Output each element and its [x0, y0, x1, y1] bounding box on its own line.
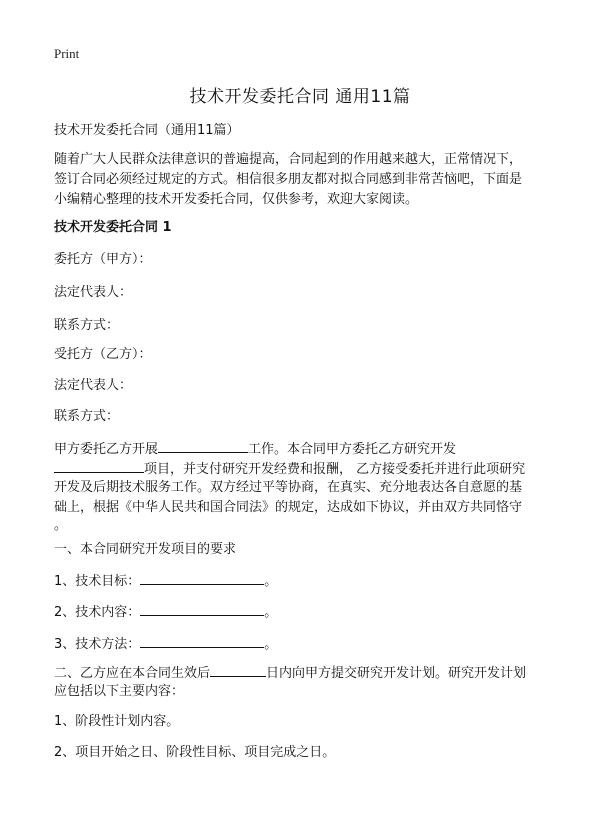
- section-1-heading: 技术开发委托合同 1: [54, 220, 172, 235]
- clause-text-a2: 工作。本合同甲方委托乙方研究开发: [248, 442, 457, 457]
- client-field-label: 委托方（甲方）：: [54, 252, 152, 267]
- clause-line-4: 础上，根据《中华人民共和国合同法》的规定，达成如下协议，并由双方共同恪守: [54, 500, 523, 515]
- clause-text-b1: 项目，并支付研究开发经费和报酬， 乙方接受委托并进行此项研究: [144, 462, 526, 477]
- contractor-contact-label: 联系方式：: [54, 409, 120, 424]
- req-tech-goal-label: 1、技术目标：: [54, 574, 141, 589]
- client-rep-label: 法定代表人：: [54, 285, 133, 300]
- plan-item-2: 2、项目开始之日、阶段性目标、项目完成之日。: [54, 745, 336, 760]
- print-label: Print: [54, 46, 80, 61]
- intro-line-3: 小编精心整理的技术开发委托合同，仅供参考，欢迎大家阅读。: [54, 192, 419, 207]
- item-2-line-2: 应包括以下主要内容：: [54, 684, 185, 699]
- req-tech-content-label: 2、技术内容：: [54, 605, 141, 620]
- intro-line-1: 随着广大人民群众法律意识的普遍提高，合同起到的作用越来越大，正常情况下，: [54, 152, 523, 167]
- client-contact-label: 联系方式：: [54, 318, 120, 333]
- clause-line-3: 开发及后期技术服务工作。双方经过平等协商，在真实、充分地表达各自意愿的基: [54, 480, 523, 495]
- tech-goal-blank: [140, 570, 264, 585]
- clause-line-5: 。: [54, 518, 68, 533]
- req-tech-goal-end: 。: [264, 574, 278, 589]
- req-tech-content-end: 。: [264, 605, 278, 620]
- contractor-field-label: 受托方（乙方）：: [54, 347, 152, 362]
- item-2-text-a1: 二、乙方应在本合同生效后: [54, 666, 211, 681]
- document-title: 技术开发委托合同 通用11篇: [189, 87, 411, 107]
- tech-content-blank: [140, 601, 264, 616]
- project-blank: [54, 458, 144, 473]
- item-2-line-1: [54, 662, 554, 684]
- item-1-heading: 一、本合同研究开发项目的要求: [54, 542, 237, 557]
- clause-line-2: [54, 458, 554, 480]
- req-tech-method-label: 3、技术方法：: [54, 637, 141, 652]
- tech-method-blank: [140, 633, 264, 648]
- req-tech-content: [54, 601, 554, 623]
- days-blank: [210, 662, 266, 677]
- plan-item-1: 1、阶段性计划内容。: [54, 714, 180, 729]
- req-tech-method-end: 。: [264, 637, 278, 652]
- req-tech-method: [54, 633, 554, 655]
- item-2-text-a2: 日内向甲方提交研究开发计划。研究开发计划: [266, 666, 527, 681]
- work-blank: [158, 438, 248, 453]
- subtitle: 技术开发委托合同（通用11篇）: [54, 123, 240, 138]
- clause-line-1: [54, 438, 554, 460]
- clause-text-a1: 甲方委托乙方开展: [54, 442, 159, 457]
- req-tech-goal: [54, 570, 554, 592]
- contractor-rep-label: 法定代表人：: [54, 378, 133, 393]
- intro-line-2: 签订合同必须经过规定的方式。相信很多朋友都对拟合同感到非常苦恼吧，下面是: [54, 172, 523, 187]
